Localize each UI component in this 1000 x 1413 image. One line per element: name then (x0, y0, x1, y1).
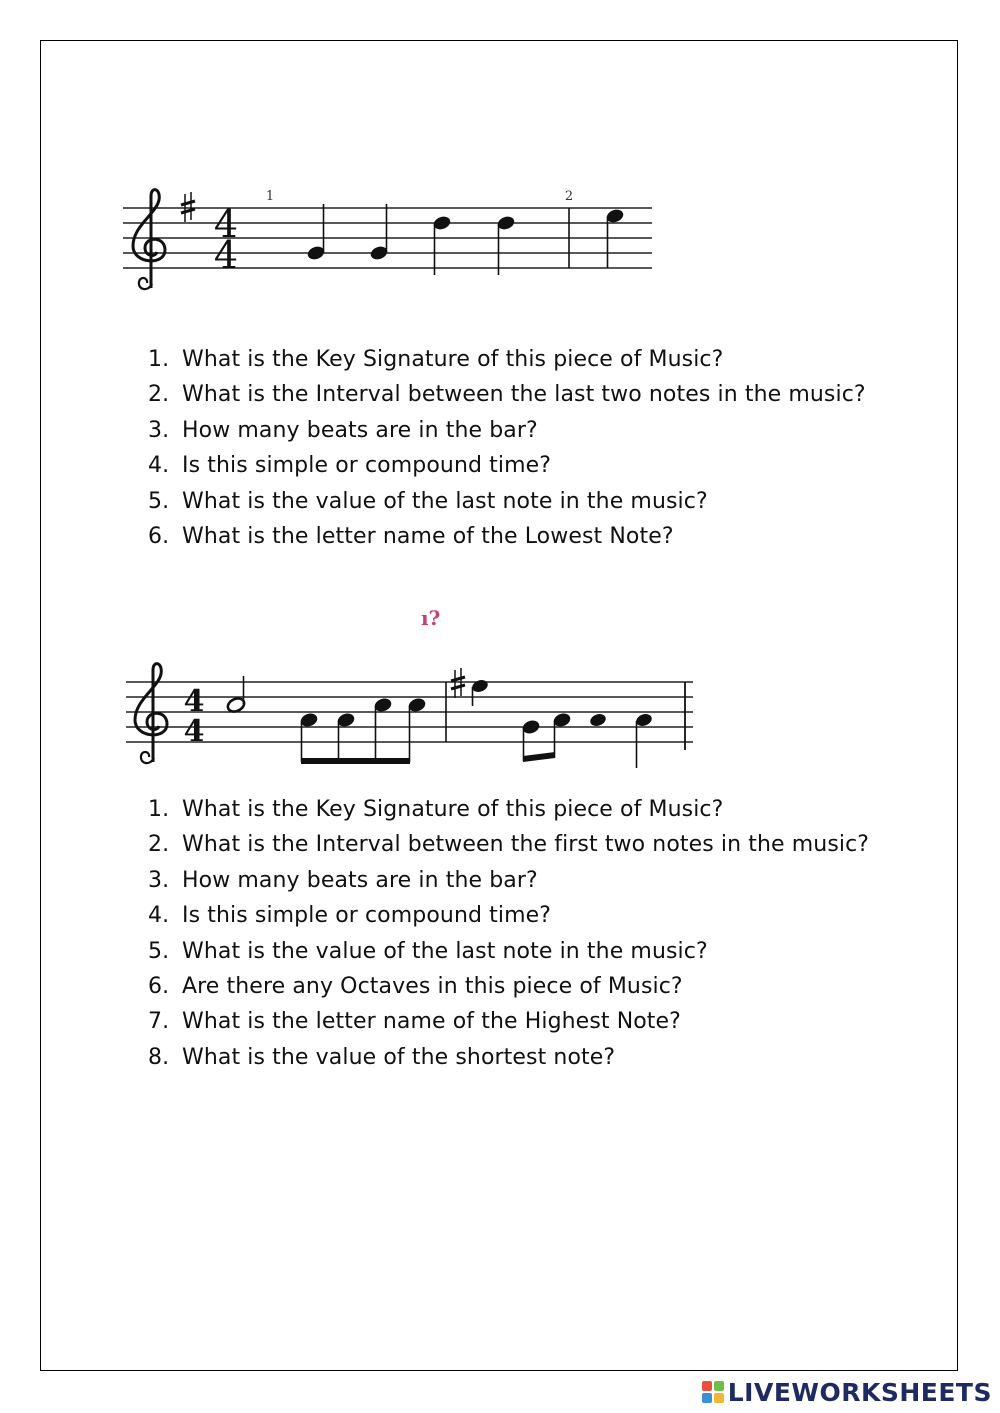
music-staff-1 (115, 180, 660, 305)
note-4 (496, 214, 516, 275)
question-item (148, 1004, 869, 1039)
question-number: 3. (148, 417, 170, 443)
question-item (148, 342, 866, 377)
liveworksheets-logo-icon (702, 1381, 724, 1403)
question-item (148, 969, 869, 1004)
question-number: 1. (148, 797, 170, 822)
question-item (148, 377, 866, 412)
question-number: 5. (148, 938, 170, 964)
music-staff-2 (118, 660, 698, 778)
logo-square-red (702, 1381, 712, 1391)
question-text: What is the value of the last note in the music? (182, 938, 708, 964)
question-text: How many beats are in the bar? (182, 867, 538, 893)
question-number: 2. (148, 382, 170, 408)
question-item (148, 1040, 869, 1075)
question-item (148, 898, 869, 933)
liveworksheets-footer[interactable] (702, 1377, 992, 1407)
question-number: 2. (148, 832, 170, 858)
question-item (148, 519, 866, 554)
question-item (148, 413, 866, 448)
question-item (148, 934, 869, 969)
logo-square-green (714, 1381, 724, 1391)
question-text: What is the letter name of the Lowest Note? (182, 523, 674, 549)
questions-list-2 (148, 792, 869, 1075)
sharp-icon (181, 192, 195, 222)
treble-clef-icon (135, 664, 167, 763)
measure-number-2: 2 (564, 189, 574, 204)
question-text: What is the Key Signature of this piece of Music? (182, 347, 724, 372)
question-number: 7. (148, 1009, 170, 1035)
measure-number-1: 1 (265, 189, 275, 204)
question-text: Is this simple or compound time? (182, 903, 552, 929)
time-signature-bottom: 4 (183, 714, 205, 749)
time-signature-top: 4 (213, 202, 239, 246)
question-number: 4. (148, 903, 170, 929)
question-number: 3. (148, 867, 170, 893)
questions-list-1 (148, 342, 866, 554)
logo-square-yellow (714, 1393, 724, 1403)
brand-name: LIVEWORKSHEETS (727, 1377, 992, 1407)
time-signature-bottom: 4 (213, 233, 239, 277)
note-quarter-b (635, 712, 654, 768)
note-3 (432, 214, 452, 275)
note-quarter-f (589, 712, 608, 728)
question-text: What is the value of the last note in the music? (182, 488, 708, 514)
time-signature-top: 4 (183, 684, 205, 719)
question-number: 6. (148, 973, 170, 999)
stray-mark: ı? (421, 606, 441, 630)
question-number: 1. (148, 347, 170, 372)
logo-square-blue (702, 1393, 712, 1403)
question-text: What is the Key Signature of this piece of Music? (182, 797, 724, 822)
question-text: What is the value of the shortest note? (182, 1044, 616, 1070)
beamed-eighth-pair (522, 712, 572, 762)
question-item (148, 827, 869, 862)
treble-clef-icon (133, 190, 165, 289)
question-item (148, 484, 866, 519)
question-number: 4. (148, 453, 170, 479)
question-number: 5. (148, 488, 170, 514)
note-2 (369, 204, 389, 262)
beamed-eighth-group (300, 697, 427, 764)
question-text: What is the Interval between the last two notes in the music? (182, 382, 866, 408)
question-text: Is this simple or compound time? (182, 453, 552, 479)
question-item (148, 792, 869, 827)
question-number: 8. (148, 1044, 170, 1070)
question-text: What is the letter name of the Highest Note? (182, 1009, 681, 1035)
sharp-icon (451, 668, 465, 698)
question-text: What is the Interval between the first two notes in the music? (182, 832, 870, 858)
question-item (148, 863, 869, 898)
question-number: 6. (148, 523, 170, 549)
note-1 (306, 204, 326, 262)
question-item (148, 448, 866, 483)
question-text: Are there any Octaves in this piece of Music? (182, 973, 683, 999)
question-text: How many beats are in the bar? (182, 417, 538, 443)
